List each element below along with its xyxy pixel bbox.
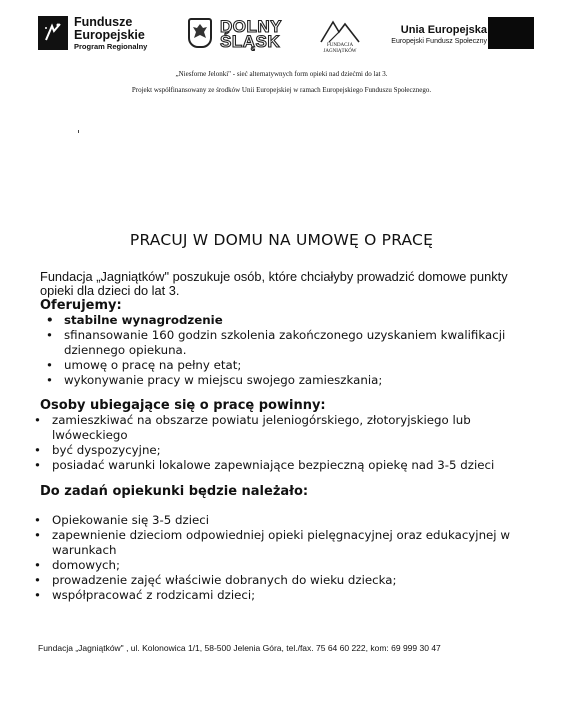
eagle-crest-icon <box>188 18 212 48</box>
fj-line2: JAGNIĄTKÓW <box>323 48 357 54</box>
unia-europejska-text <box>377 24 487 45</box>
list-item: • być dyspozycyjne; <box>28 443 528 458</box>
ue-line2: Europejski Fundusz Społeczny <box>391 38 487 45</box>
fe-flag-icon <box>38 16 68 50</box>
list-item: • zamieszkiwać na obszarze powiatu jeleniogórskiego, złotoryjskiego lub lwóweckiego <box>28 413 528 443</box>
fundusze-europejskie-logo <box>38 14 158 56</box>
project-line-1: „Niesforne Jelonki" - sieć alternatywnych form opieki nad dziećmi do lat 3. <box>175 70 388 78</box>
fe-line3: Program Regionalny <box>74 42 148 51</box>
list-item: • umowę o pracę na pełny etat; <box>40 358 520 373</box>
list-item: • stabilne wynagrodzenie <box>40 313 520 328</box>
list-item: • sfinansowanie 160 godzin szkolenia zakończonego uzyskaniem kwalifikacji dziennego opiekuna. <box>40 328 520 358</box>
fe-line2: Europejskie <box>74 28 145 42</box>
ds-line1: DOLNY <box>220 17 282 36</box>
project-line-2: Projekt współfinansowany ze środków Unii Europejskiej w ramach Europejskiego Funduszu Społecznego. <box>131 86 432 94</box>
offer-list <box>40 313 520 388</box>
duties-heading: Do zadań opiekunki będzie należało: <box>40 484 309 499</box>
list-item: • domowych; <box>28 558 528 573</box>
list-item: • Opiekowanie się 3-5 dzieci <box>28 513 528 528</box>
list-item: • posiadać warunki lokalowe zapewniające bezpieczną opiekę nad 3-5 dzieci <box>28 458 528 473</box>
scan-speck <box>78 130 79 133</box>
ue-line1: Unia Europejska <box>400 24 487 36</box>
fundacja-jagniatkow-logo <box>315 16 365 60</box>
list-item: • prowadzenie zajęć właściwie dobranych do wieku dziecka; <box>28 573 528 588</box>
offer-heading: Oferujemy: <box>40 298 122 313</box>
list-item: • wykonywanie pracy w miejscu swojego zamieszkania; <box>40 373 520 388</box>
intro-paragraph: Fundacja „Jagniątków" poszukuje osób, które chciałyby prowadzić domowe punkty opieki dla dzieci do lat 3. <box>40 269 508 298</box>
fj-line1: FUNDACJA <box>326 43 354 48</box>
eu-flag-icon <box>488 17 534 49</box>
mountains-icon <box>315 16 365 44</box>
requirements-heading: Osoby ubiegające się o pracę powinny: <box>40 398 326 413</box>
requirements-list <box>28 413 528 473</box>
footer-contact: Fundacja „Jagniątków" , ul. Kolonowica 1/1, 58-500 Jelenia Góra, tel./fax. 75 64 60 222, kom: 69 999 30 47 <box>38 643 441 653</box>
list-item: • współpracować z rodzicami dzieci; <box>28 588 528 603</box>
page-title: PRACUJ W DOMU NA UMOWĘ O PRACĘ <box>129 231 434 249</box>
dolny-slask-logo <box>188 18 288 56</box>
fe-line1: Fundusze <box>74 15 133 29</box>
list-item: • zapewnienie dzieciom odpowiedniej opieki pielęgnacyjnej oraz edukacyjnej w warunkach <box>28 528 528 558</box>
duties-list <box>28 513 528 603</box>
ds-line2: ŚLĄSK <box>220 32 281 51</box>
